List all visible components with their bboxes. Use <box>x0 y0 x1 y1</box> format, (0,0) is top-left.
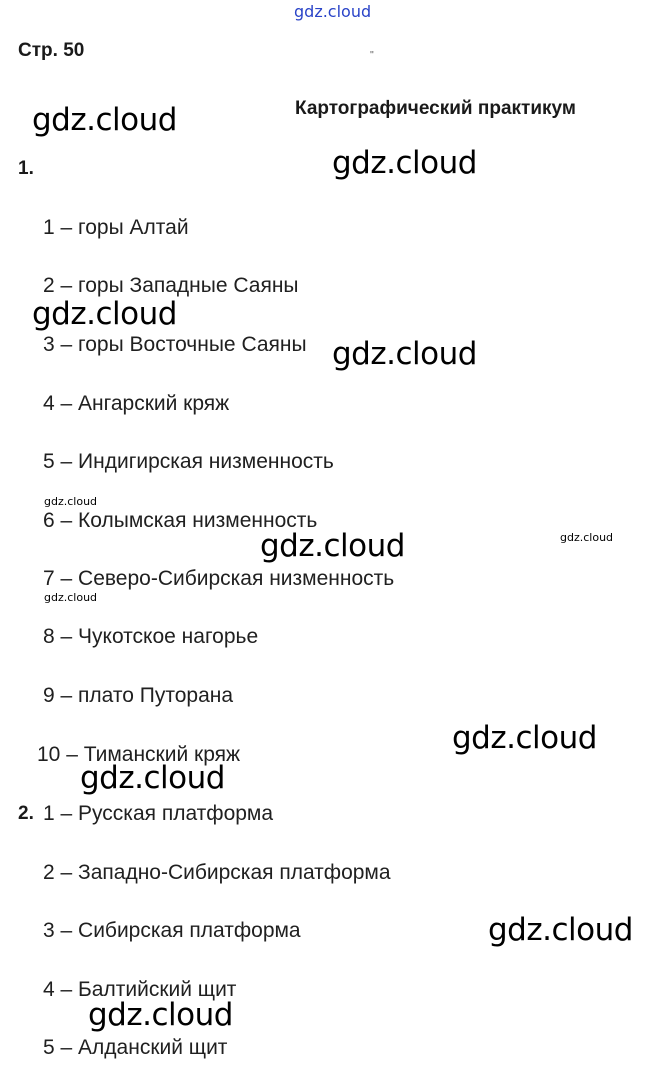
list-item: 1 – горы Алтай <box>43 216 189 239</box>
page-number-container <box>18 40 92 66</box>
list-item: 8 – Чукотское нагорье <box>43 625 259 648</box>
watermark-large: gdz.cloud <box>80 760 225 796</box>
list-item: 3 – горы Восточные Саяны <box>43 333 307 356</box>
list-item: 1 – Русская платформа <box>43 802 274 825</box>
list-item: 2 – Западно-Сибирская платформа <box>43 861 391 884</box>
list-item: 5 – Алданский щит <box>43 1036 228 1059</box>
watermark-large: gdz.cloud <box>332 336 477 372</box>
list-item: 6 – Колымская низменность <box>43 509 318 532</box>
task-number-1: 1. <box>18 158 34 179</box>
page-number: Стр. 50 <box>18 40 85 61</box>
list-item: 9 – плато Путорана <box>43 684 234 707</box>
watermark-large: gdz.cloud <box>32 102 177 138</box>
watermark-small: gdz.cloud <box>44 495 98 508</box>
list-item: 2 – горы Западные Саяны <box>43 274 299 297</box>
list-item: 5 – Индигирская низменность <box>43 450 334 473</box>
watermark-top: gdz.cloud <box>294 2 372 21</box>
watermark-large: gdz.cloud <box>332 145 477 181</box>
watermark-large: gdz.cloud <box>260 528 405 564</box>
task-number-2: 2. <box>18 803 34 824</box>
watermark-large: gdz.cloud <box>452 720 597 756</box>
section-title: Картографический практикум <box>295 98 576 119</box>
list-item: 4 – Ангарский кряж <box>43 392 230 415</box>
list-item: 10 – Тиманский кряж <box>37 743 241 766</box>
watermark-small: gdz.cloud <box>44 591 98 604</box>
list-item: 3 – Сибирская платформа <box>43 919 301 942</box>
watermark-large: gdz.cloud <box>32 296 177 332</box>
tick-mark: '' <box>370 50 374 61</box>
list-item: 7 – Северо-Сибирская низменность <box>43 567 395 590</box>
watermark-large: gdz.cloud <box>88 997 233 1033</box>
list-item: 4 – Балтийский щит <box>43 978 237 1001</box>
watermark-small: gdz.cloud <box>560 531 614 544</box>
watermark-large: gdz.cloud <box>488 912 633 948</box>
